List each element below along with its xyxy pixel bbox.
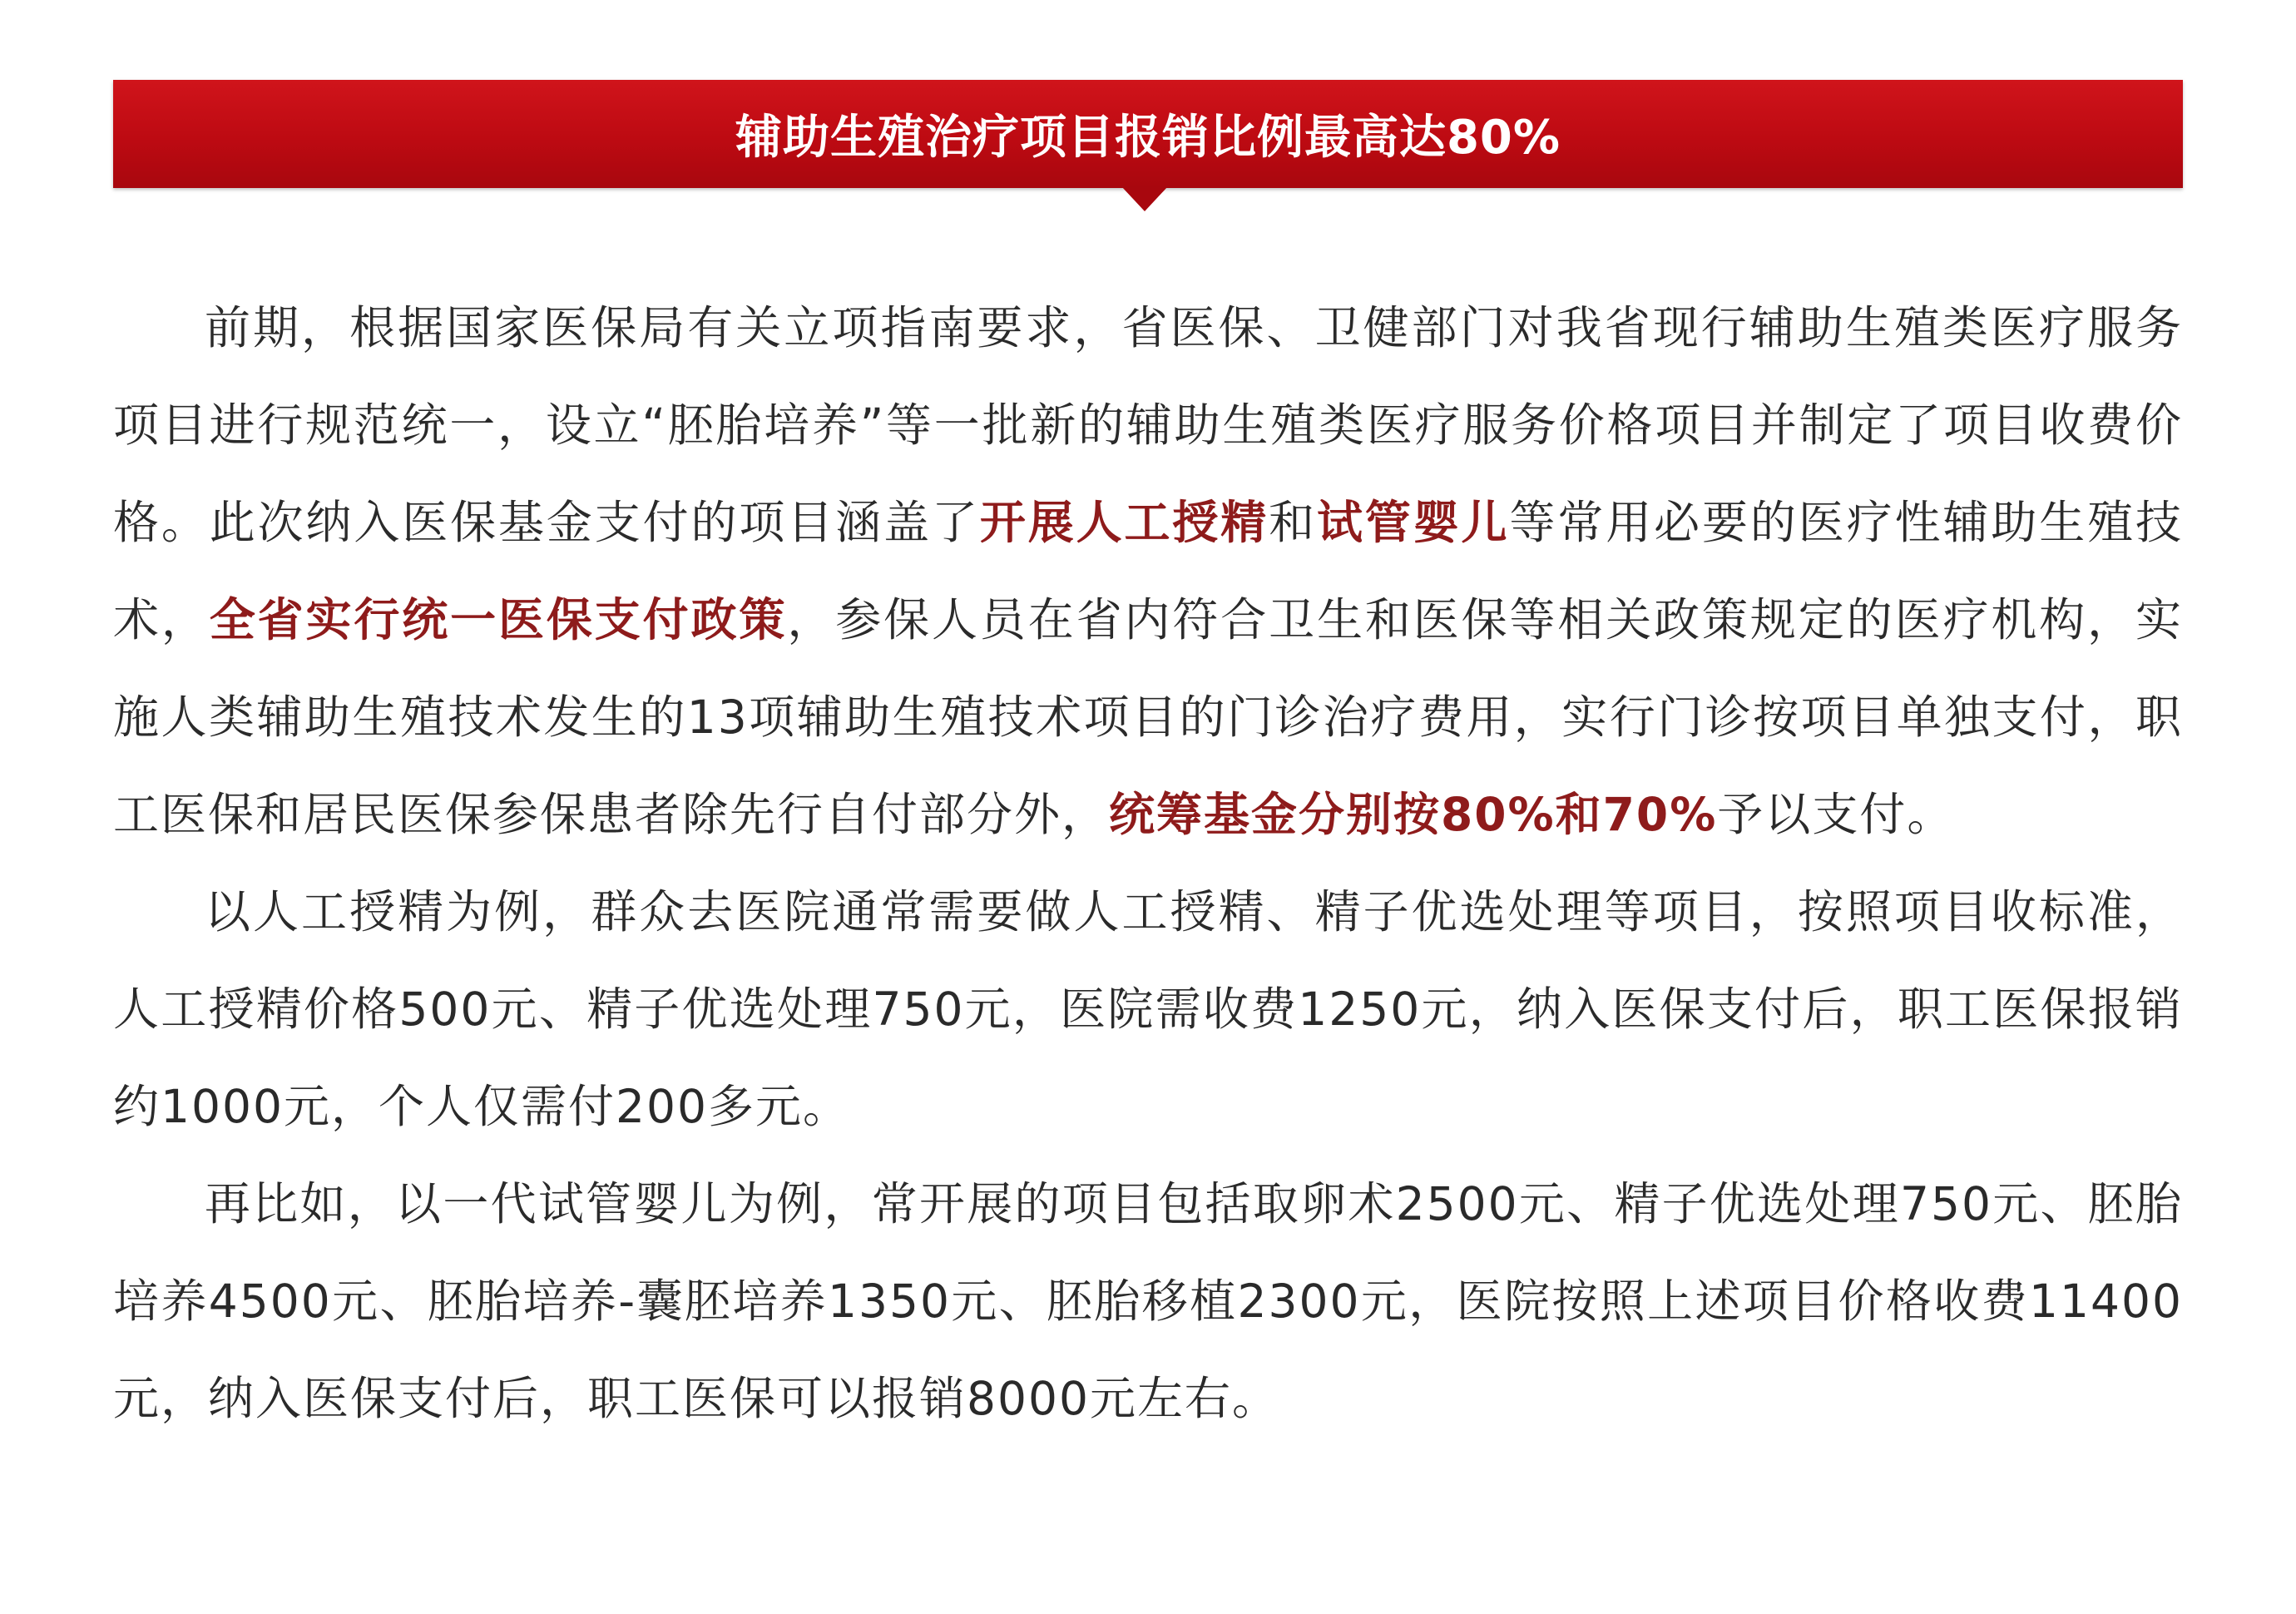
- highlight-artificial-insemination: 开展人工授精: [979, 496, 1269, 549]
- text-segment: 等常用必要的医疗性辅助生殖技术，: [113, 496, 2183, 646]
- text-segment: ，参保人员在省内符合卫生和医保等相关政策规定的医疗机构，实施人类辅助生殖技术发生的13项辅助生殖技术项目的门诊治疗费用，实行门诊按项目单独支付，职工医保和居民医保参保患者除先行自付部分外，: [113, 593, 2183, 841]
- highlight-reimbursement-rates: 统筹基金分别按80%和70%: [1109, 788, 1718, 841]
- paragraph-insemination-example: [113, 864, 2183, 1156]
- text-segment: 再比如，以一代试管婴儿为例，常开展的项目包括取卵术2500元、精子优选处理750元、胚胎培养4500元、胚胎培养-囊胚培养1350元、胚胎移植2300元，医院按照上述项目价格收费11400元，纳入医保支付后，职工医保可以报销8000元左右。: [113, 1177, 2183, 1425]
- text-segment: 予以支付。: [1717, 788, 1955, 841]
- article-body: [113, 280, 2183, 1448]
- highlight-ivf: 试管婴儿: [1317, 496, 1510, 549]
- paragraph-ivf-example: [113, 1156, 2183, 1448]
- banner-pointer: [1121, 186, 1168, 211]
- title-banner: [113, 80, 2183, 188]
- text-segment: 和: [1269, 496, 1317, 549]
- highlight-unified-policy: 全省实行统一医保支付政策: [209, 593, 788, 646]
- paragraph-policy: [113, 280, 2183, 864]
- banner-title: 辅助生殖治疗项目报销比例最高达80%: [735, 111, 1561, 165]
- text-segment: 前期，根据国家医保局有关立项指南要求，省医保、卫健部门对我省现行辅助生殖类医疗服务项目进行规范统一，设立“胚胎培养”等一批新的辅助生殖类医疗服务价格项目并制定了项目收费价格。此次纳入医保基金支付的项目涵盖了: [113, 301, 2183, 549]
- text-segment: 以人工授精为例，群众去医院通常需要做人工授精、精子优选处理等项目，按照项目收标准，人工授精价格500元、精子优选处理750元，医院需收费1250元，纳入医保支付后，职工医保报销约1000元，个人仅需付200多元。: [113, 885, 2183, 1133]
